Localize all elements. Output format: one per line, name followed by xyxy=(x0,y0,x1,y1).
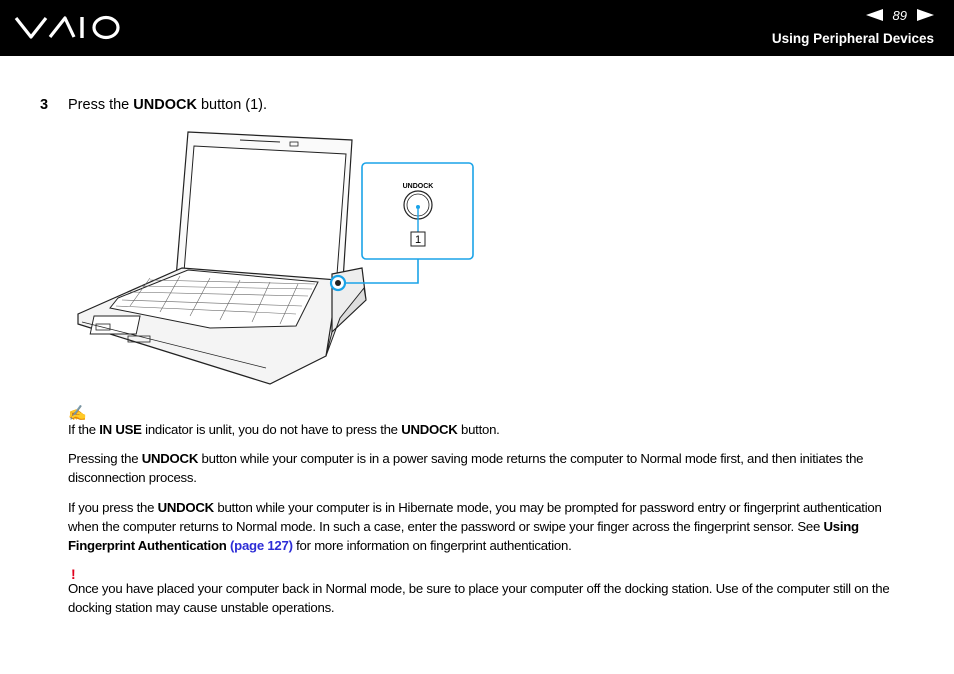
callout-number: 1 xyxy=(414,234,422,246)
previous-page-icon[interactable] xyxy=(866,9,883,21)
laptop-screen xyxy=(184,146,346,288)
next-page-icon[interactable] xyxy=(917,9,934,21)
callout-undock-label: UNDOCK xyxy=(402,183,434,190)
page-127-link[interactable]: (page 127) xyxy=(230,538,293,553)
touchpad xyxy=(90,316,140,334)
step-bold-term: UNDOCK xyxy=(133,97,197,113)
pencil-note-icon: ✍ xyxy=(68,405,87,422)
note1-text-c: indicator is unlit, you do not have to press the xyxy=(141,422,402,437)
note3-text-d: for more information on fingerprint authentication. xyxy=(292,538,572,553)
note1-text-a: If the xyxy=(68,422,100,437)
note-paragraph-2 xyxy=(68,449,888,487)
step-text-after: button (1). xyxy=(196,97,268,113)
note3-text-c: button while your computer is in Hibernate mode, you may be prompted for password entry or fingerprint authentication when the computer returns to Normal mode. In such a case, enter the password or swipe your finger across the fingerprint sensor. See xyxy=(68,500,882,534)
step-text-before: Press the xyxy=(68,97,134,113)
note2-text-c: button while your computer is in a power saving mode returns the computer to Normal mode first, and then initiates the disconnection process. xyxy=(68,451,864,485)
header-bar xyxy=(0,0,954,56)
note1-bold-in-use: IN USE xyxy=(99,422,142,437)
warning-paragraph: Once you have placed your computer back in Normal mode, be sure to place your computer off the docking station. Use of the computer still on the docking station may cause unstable operations. xyxy=(68,581,890,615)
laptop-undock-illustration xyxy=(70,128,480,390)
note2-text-a: Pressing the xyxy=(68,451,142,466)
note1-bold-undock: UNDOCK xyxy=(401,422,458,437)
note3-text-a: If you press the xyxy=(68,500,158,515)
vaio-logo xyxy=(14,12,122,42)
section-title: Using Peripheral Devices xyxy=(771,31,934,46)
note3-bold-fingerprint: Using Fingerprint Authentication xyxy=(68,519,859,553)
note-paragraph-1 xyxy=(68,420,914,439)
note3-bold-undock: UNDOCK xyxy=(157,500,214,515)
warning-icon: ! xyxy=(71,566,76,582)
page-navigation xyxy=(866,7,934,23)
step-instruction xyxy=(40,97,267,113)
note2-bold-undock: UNDOCK xyxy=(141,451,199,466)
page-number: 89 xyxy=(892,7,907,23)
note1-text-d: button. xyxy=(457,422,500,437)
step-number: 3 xyxy=(40,97,49,113)
note-paragraph-3 xyxy=(68,498,904,555)
